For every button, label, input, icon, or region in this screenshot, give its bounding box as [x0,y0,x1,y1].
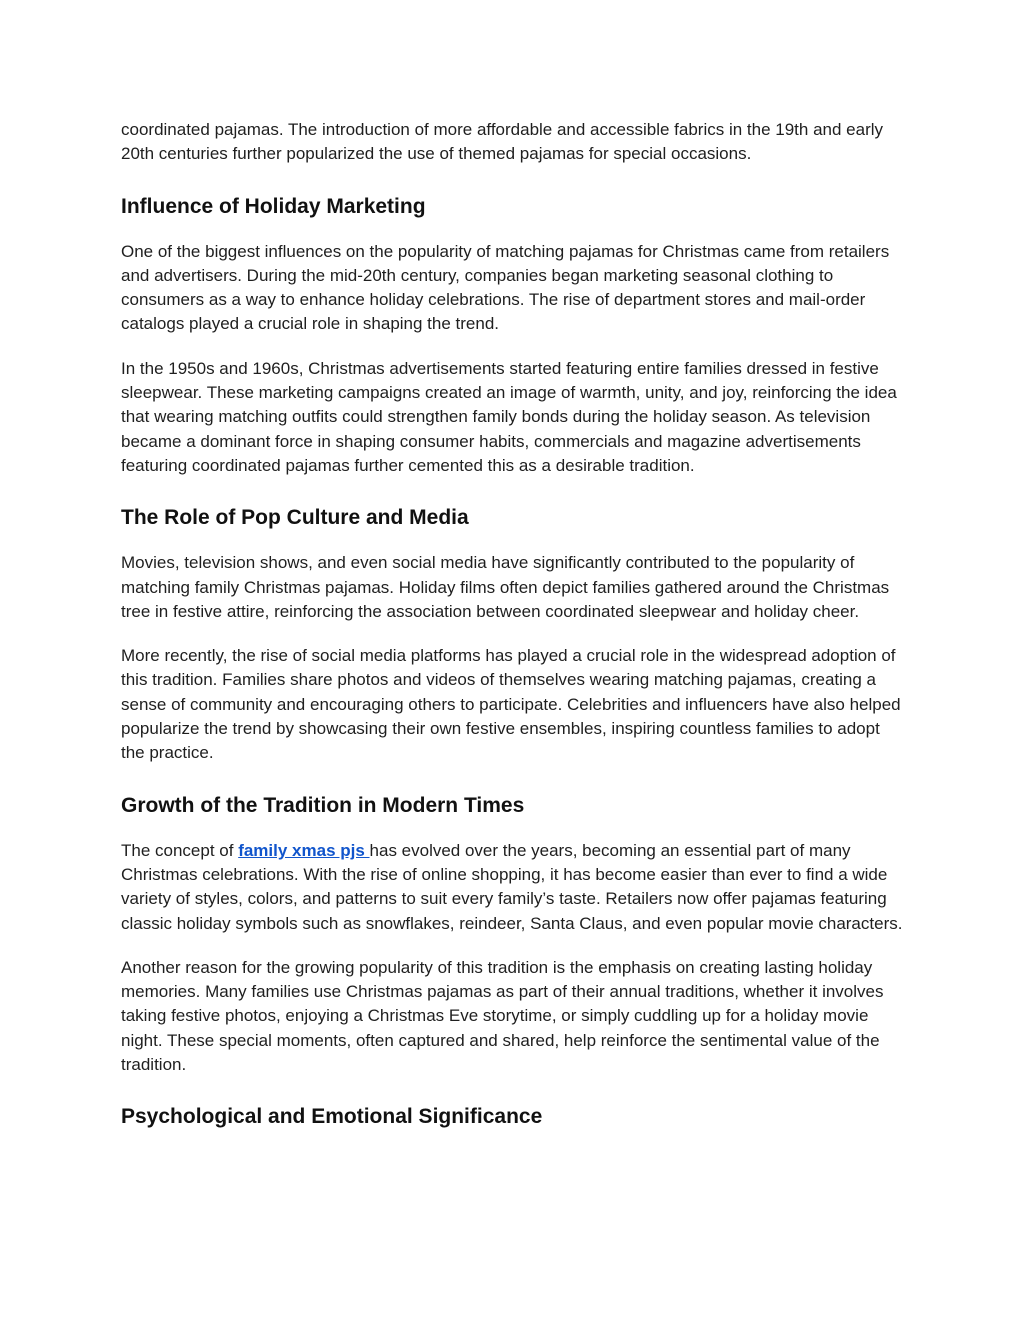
modern-paragraph-2: Another reason for the growing popularity of this tradition is the emphasis on creating lasting holiday memories. Many families use Christmas pajamas as part of their annual traditions, whether it involves taking festive photos, enjoying a Christmas Eve storytime, or simply cuddling up for a holiday movie night. These special moments, often captured and shared, help reinforce the sentimental value of the tradition. [121,957,884,1075]
heading-modern-times: Growth of the Tradition in Modern Times [121,793,525,817]
modern-p1-after-text: has evolved over the years, becoming an essential part of many Christmas celebrations. With the rise of online shopping, it has become easier than ever to find a wide variety of styles, colors, and patterns to suit every family’s taste. Retailers now offer pajamas featuring classic holiday symbols such as snowflakes, reindeer, Santa Claus, and even popular movie characters. [121,840,903,933]
modern-p1-before-text: The concept of [121,840,239,860]
document-page [121,118,905,1131]
family-xmas-pjs-link[interactable]: family xmas pjs [238,840,370,860]
heading-pop-culture: The Role of Pop Culture and Media [121,506,469,530]
heading-psychological: Psychological and Emotional Significance [121,1105,543,1129]
marketing-paragraph-1: One of the biggest influences on the popularity of matching pajamas for Christmas came from retailers and advertisers. During the mid-20th century, companies began marketing seasonal clothing to consumers as a way to enhance holiday celebrations. The rise of department stores and mail-order catalogs played a crucial role in shaping the trend. [121,241,890,334]
popculture-paragraph-2: More recently, the rise of social media platforms has played a crucial role in the widespread adoption of this tradition. Families share photos and videos of themselves wearing matching pajamas, creating a sense of community and encouraging others to participate. Celebrities and influencers have also helped popularize the trend by showcasing their own festive ensembles, inspiring countless families to adopt the practice. [121,646,901,763]
modern-paragraph-1 [121,839,905,936]
intro-paragraph: coordinated pajamas. The introduction of more affordable and accessible fabrics in the 19th and early 20th centuries further popularized the use of themed pajamas for special occasions. [121,120,884,164]
popculture-paragraph-1: Movies, television shows, and even social media have significantly contributed to the popularity of matching family Christmas pajamas. Holiday films often depict families gathered around the Christmas tree in festive attire, reinforcing the association between coordinated sleepwear and holiday cheer. [121,553,890,621]
heading-holiday-marketing: Influence of Holiday Marketing [121,194,426,218]
marketing-paragraph-2: In the 1950s and 1960s, Christmas advertisements started featuring entire families dressed in festive sleepwear. These marketing campaigns created an image of warmth, unity, and joy, reinforcing the idea that wearing matching outfits could strengthen family bonds during the holiday season. As television became a dominant force in shaping consumer habits, commercials and magazine advertisements featuring coordinated pajamas further cemented this as a desirable tradition. [121,358,897,475]
